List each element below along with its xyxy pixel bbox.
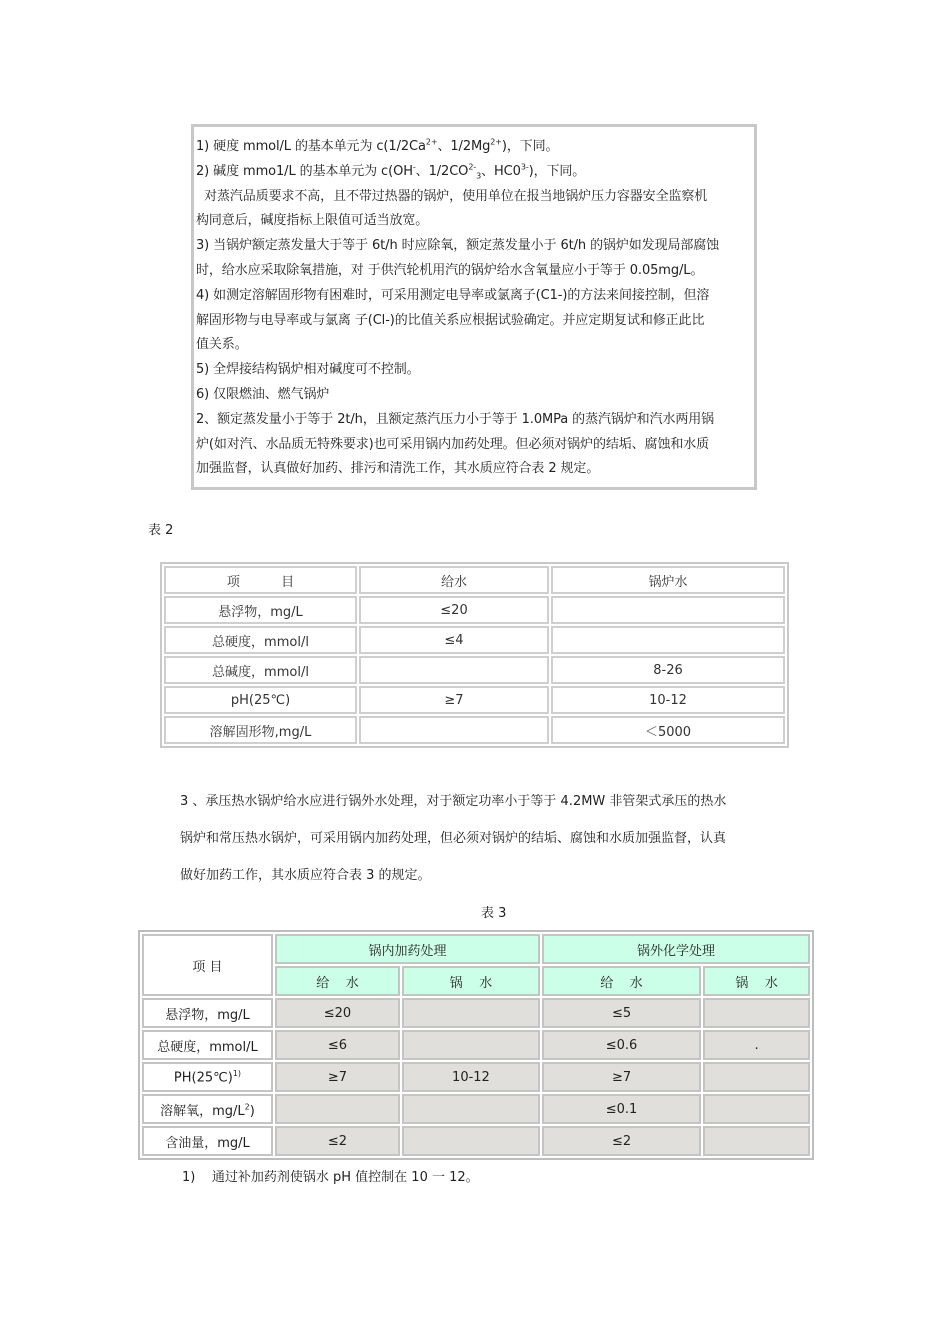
- note-line-5: 3) 当锅炉额定蒸发量大于等于 6t/h 时应除氧，额定蒸发量小于 6t/h 的锅炉如发现局部腐蚀: [196, 238, 720, 254]
- table3-header-external-treatment: 锅外化学处理: [542, 934, 810, 964]
- table-2: [160, 562, 789, 748]
- table2-cell: 总硬度，mmol/l: [164, 626, 357, 654]
- note-line-6: 时，给水应采取除氧措施，对 于供汽轮机用汽的锅炉给水含氧量应小于等于 0.05mg/L。: [196, 262, 704, 278]
- table2-cell: 总碱度，mmol/l: [164, 656, 357, 684]
- table2-header-row: [164, 566, 785, 594]
- note-line-12: 2、额定蒸发量小于等于 2t/h，且额定蒸汽压力小于等于 1.0MPa 的蒸汽锅炉和汽水两用锅: [196, 411, 715, 427]
- table2-cell: ≤4: [359, 626, 549, 654]
- table3-header-feedwater-2: 给 水: [542, 966, 701, 996]
- table2-cell: ＜5000: [551, 716, 785, 744]
- table2-cell: 溶解固形物,mg/L: [164, 716, 357, 744]
- table-row: [142, 1094, 810, 1124]
- table3-cell: ≤2: [542, 1126, 701, 1156]
- paragraph-line-1: 3 、承压热水锅炉给水应进行锅外水处理，对于额定功率小于等于 4.2MW 非管架式承压的热水: [180, 794, 727, 809]
- note-line-1: 1) 硬度 mmol/L 的基本单元为 $c(1/2Ca^{2+}$、$1/2Mg^{2+}$)，下同。: [196, 137, 559, 154]
- table2-cell: pH(25℃): [164, 686, 357, 714]
- table3-row-label: 含油量，mg/L: [142, 1126, 273, 1156]
- paragraph-line-3: 做好加药工作，其水质应符合表 3 的规定。: [180, 868, 431, 883]
- table3-cell: [402, 1030, 540, 1060]
- note-line-14: 加强监督，认真做好加药、排污和清洗工作，其水质应符合表 2 规定。: [196, 461, 600, 477]
- table3-cell: [402, 1126, 540, 1156]
- table2-header-boilerwater: 锅炉水: [551, 566, 785, 594]
- table3-group-header-row: [142, 934, 810, 964]
- table2-cell: 8-26: [551, 656, 785, 684]
- table3-cell: ≤20: [275, 998, 400, 1028]
- table2-cell: [359, 716, 549, 744]
- table2-cell: ≤20: [359, 596, 549, 624]
- table3-cell: ≤0.1: [542, 1094, 701, 1124]
- table3-header-internal-treatment: 锅内加药处理: [275, 934, 540, 964]
- table3-caption: 表 3: [481, 906, 507, 921]
- table2-cell: ≥7: [359, 686, 549, 714]
- table2-header-item: 项 目: [164, 566, 357, 594]
- table3-row-label: 总硬度，mmol/L: [142, 1030, 273, 1060]
- table-row: [164, 656, 785, 684]
- note-line-3: 对蒸汽品质要求不高，且不带过热器的锅炉，使用单位在报当地锅炉压力容器安全监察机: [196, 188, 708, 204]
- table-row: [142, 1062, 810, 1092]
- table-row: [142, 998, 810, 1028]
- table2-caption: 表 2: [148, 523, 174, 538]
- note-line-8: 解固形物与电导率或与氯离 子(Cl-)的比值关系应根据试验确定。并应定期复试和修正此比: [196, 312, 705, 328]
- note-line-10: 5) 全焊接结构锅炉相对碱度可不控制。: [196, 362, 420, 378]
- table3-cell: ≥7: [275, 1062, 400, 1092]
- table3-row-label: 溶解氧，$mg/L^2$): [142, 1094, 273, 1124]
- table-row: [164, 716, 785, 744]
- table2-cell: 悬浮物，mg/L: [164, 596, 357, 624]
- table3-header-boilerwater-1: 锅 水: [402, 966, 540, 996]
- note-line-7: 4) 如测定溶解固形物有困难时，可采用测定电导率或氯离子(C1-)的方法来间接控制，但溶: [196, 287, 710, 303]
- note-line-2: 2) 碱度 mmo1/L 的基本单元为 c(OH-、$1/2CO^{2-}_3$、$HC0^{3-}$)，下同。: [196, 162, 586, 181]
- table3-cell: 10-12: [402, 1062, 540, 1092]
- table3-footnote: 1) 通过补加药剂使锅水 pH 值控制在 10 一 12。: [182, 1170, 479, 1185]
- table-row: [164, 596, 785, 624]
- table3-cell: [275, 1094, 400, 1124]
- table3-cell: [402, 998, 540, 1028]
- table3-header-feedwater-1: 给 水: [275, 966, 400, 996]
- table2-cell: [551, 596, 785, 624]
- table3-cell: .: [703, 1030, 810, 1060]
- table3-cell: [703, 1062, 810, 1092]
- table3-cell: ≤6: [275, 1030, 400, 1060]
- table2-cell: 10-12: [551, 686, 785, 714]
- table-row: [164, 686, 785, 714]
- table3-cell: [703, 1126, 810, 1156]
- note-line-11: 6) 仅限燃油、燃气锅炉: [196, 386, 330, 402]
- table3-cell: ≤2: [275, 1126, 400, 1156]
- notes-box: [191, 124, 757, 490]
- table3-cell: ≥7: [542, 1062, 701, 1092]
- table-3: [138, 930, 814, 1160]
- table-row: [142, 1030, 810, 1060]
- note-line-4: 构同意后，碱度指标上限值可适当放宽。: [196, 213, 429, 229]
- table3-header-item: 项 目: [142, 934, 273, 996]
- table2-cell: [359, 656, 549, 684]
- note-line-9: 值关系。: [196, 337, 248, 353]
- table3-cell: [703, 998, 810, 1028]
- table3-row-label: PH(25℃)$^{1)}$: [142, 1062, 273, 1092]
- note-line-13: 炉(如对汽、水品质无特殊要求)也可采用锅内加药处理。但必须对锅炉的结垢、腐蚀和水质: [196, 436, 710, 452]
- table-row: [164, 626, 785, 654]
- table3-header-boilerwater-2: 锅 水: [703, 966, 810, 996]
- table2-cell: [551, 626, 785, 654]
- paragraph-line-2: 锅炉和常压热水锅炉，可采用锅内加药处理，但必须对锅炉的结垢、腐蚀和水质加强监督，认真: [180, 831, 727, 846]
- table3-cell: [703, 1094, 810, 1124]
- table3-cell: [402, 1094, 540, 1124]
- table3-cell: ≤5: [542, 998, 701, 1028]
- table3-row-label: 悬浮物，mg/L: [142, 998, 273, 1028]
- table3-cell: ≤0.6: [542, 1030, 701, 1060]
- table-row: [142, 1126, 810, 1156]
- table2-header-feedwater: 给水: [359, 566, 549, 594]
